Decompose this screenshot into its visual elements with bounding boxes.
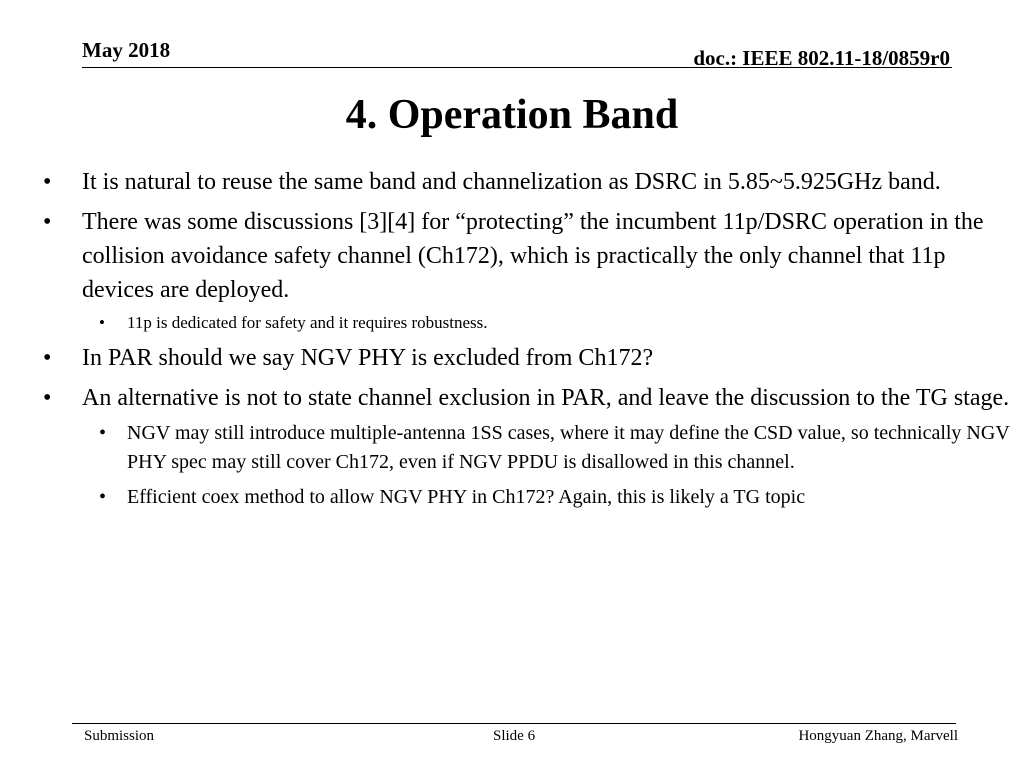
bullet-item [36,341,1011,375]
sub-bullet-text: NGV may still introduce multiple-antenna 1SS cases, where it may define the CSD value, so technically NGV PHY spec may still cover Ch172, even if NGV PPDU is disallowed in this channel. [127,422,1010,473]
bullet-item [36,165,1011,199]
footer-author: Hongyuan Zhang, Marvell [798,728,958,744]
slide-title: 4. Operation Band [345,92,679,138]
bullet-text: There was some discussions [3][4] for “protecting” the incumbent 11p/DSRC operation in the collision avoidance safety channel (Ch172), which is practically the only channel that 11p devices are deployed. [82,209,984,303]
bullet-text: In PAR should we say NGV PHY is excluded from Ch172? [82,345,654,371]
footer-divider [72,723,956,724]
header-date: May 2018 [82,38,171,62]
sub-bullet-item [82,419,1011,477]
sub-bullet-marker: • [99,486,107,508]
sub-bullet-marker: • [99,422,107,444]
bullet-item [36,381,1011,512]
bullet-marker: • [43,385,52,411]
sub-bullet-list [82,311,1011,335]
bullet-marker: • [43,169,52,195]
bullet-marker: • [43,209,52,235]
bullet-item [36,205,1011,335]
header-doc-number: doc.: IEEE 802.11-18/0859r0 [693,46,950,70]
sub-bullet-text: 11p is dedicated for safety and it requires robustness. [127,313,488,332]
sub-bullet-list [82,419,1011,512]
bullet-list [36,165,1011,512]
sub-bullet-item [82,483,1011,512]
bullet-text: It is natural to reuse the same band and channelization as DSRC in 5.85~5.925GHz band. [82,169,941,195]
header-divider [82,67,952,68]
slide-body [36,165,1011,518]
bullet-text: An alternative is not to state channel exclusion in PAR, and leave the discussion to the TG stage. [82,385,1010,411]
sub-bullet-marker: • [99,313,105,332]
sub-bullet-text: Efficient coex method to allow NGV PHY in Ch172? Again, this is likely a TG topic [127,486,806,508]
bullet-marker: • [43,345,52,371]
sub-bullet-item [82,311,1011,335]
footer-slide-number: Slide 6 [493,728,536,744]
footer-submission: Submission [84,728,155,744]
